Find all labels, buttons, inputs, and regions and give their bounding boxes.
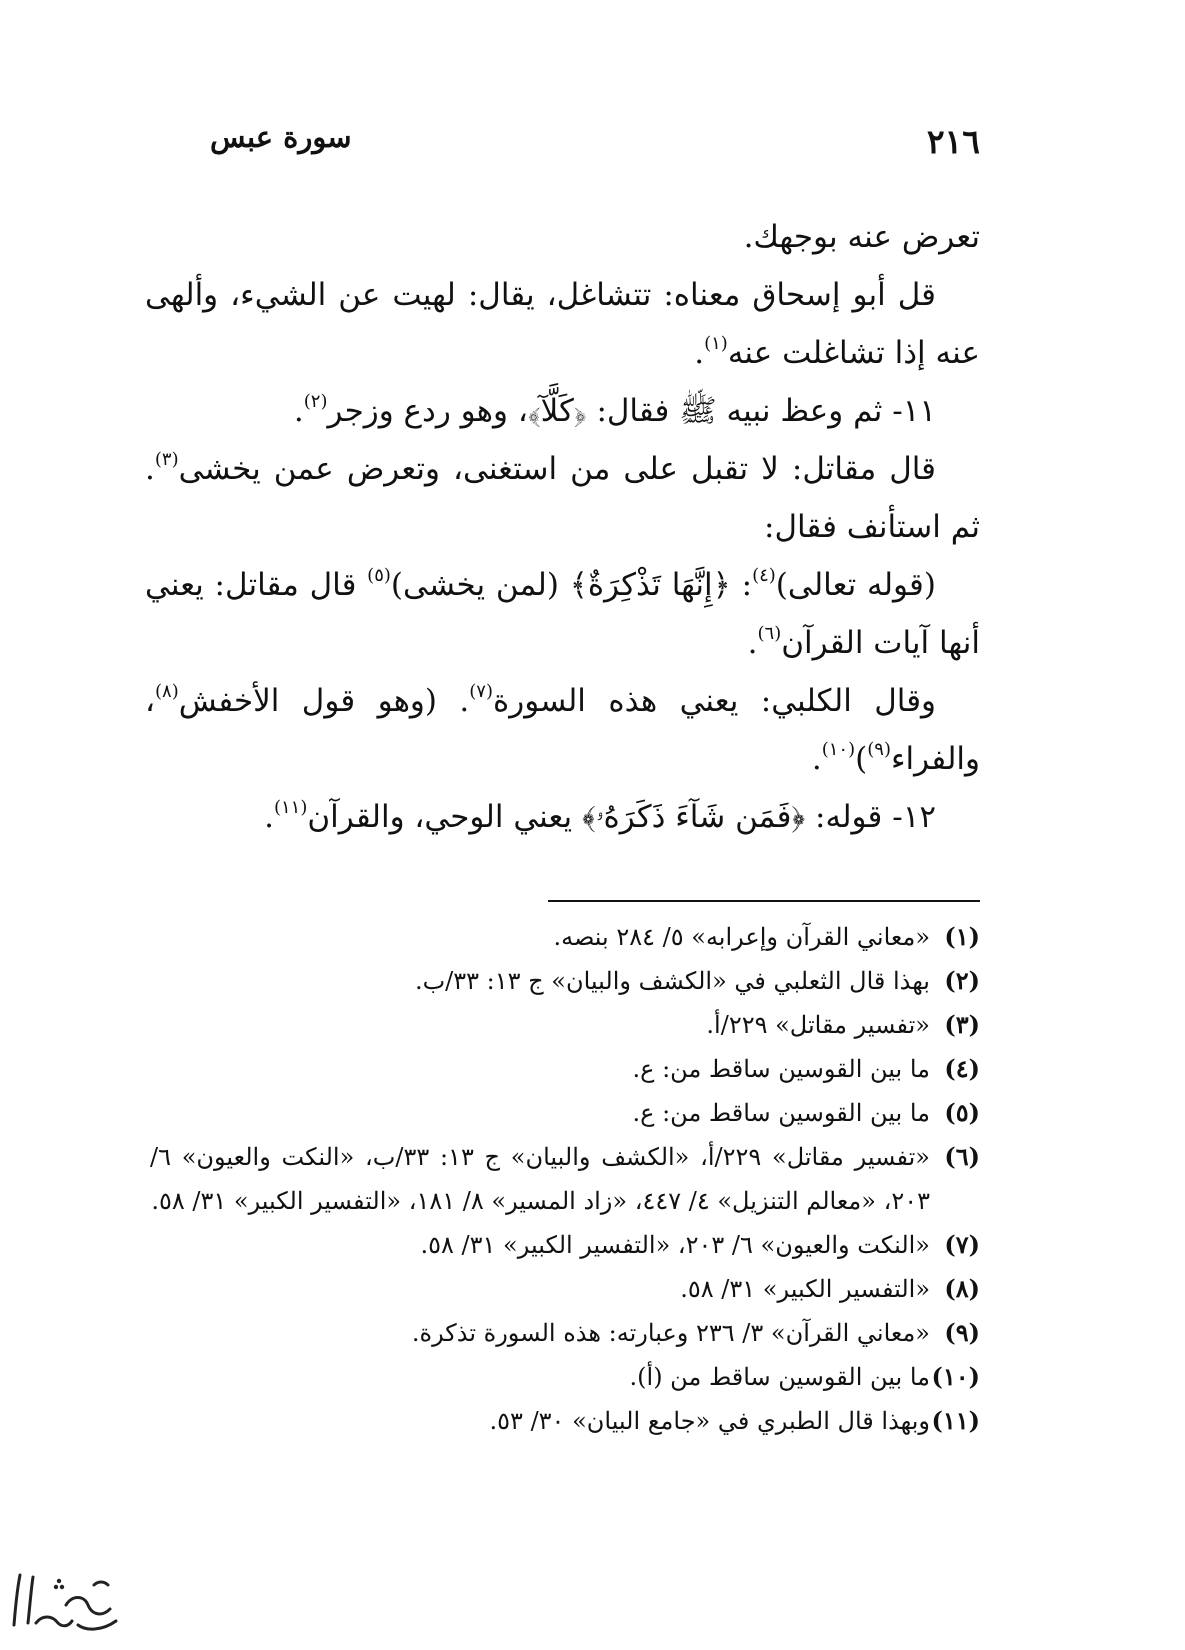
text: يعني الوحي، والقرآن [307,799,582,835]
text: : [730,567,753,603]
text: ١١- ثم وعظ نبيه ﷺ فقال: [586,393,936,429]
text: قال مقاتل: يعني أنها آيات القرآن [145,567,980,661]
quran-quote: ﴿كَلَّآ﴾ [527,393,587,429]
footnote-ref[interactable]: (٨) [155,681,179,702]
footnote-ref[interactable]: (٩) [867,739,891,760]
footnote [150,959,980,1003]
page-number: ٢١٦ [926,122,980,161]
text: ، والفراء [145,683,980,777]
footnote [150,915,980,959]
text: تعرض عنه بوجهك. [743,219,980,255]
footnote-text: ما بين القوسين ساقط من: ع. [632,1055,930,1083]
footnote [150,1047,980,1091]
footnote-text: «النكت والعيون» ٦/ ٢٠٣، «التفسير الكبير» ٣١/ ٥٨. [420,1231,930,1259]
footnote [150,1399,980,1443]
text: (لمن يخشى) [390,567,570,603]
footnote-text: بهذا قال الثعلبي في «الكشف والبيان» ج ١٣: ٣٣/ب. [414,967,930,995]
footnote-ref[interactable]: (٥) [367,565,391,586]
footnote [150,1311,980,1355]
footnote-text: ما بين القوسين ساقط من: ع. [632,1099,930,1127]
footnote-number: (٩) [944,1318,980,1347]
footnote-text: «التفسير الكبير» ٣١/ ٥٨. [680,1275,930,1303]
footnote [150,1223,980,1267]
watermark-logo [6,1565,126,1640]
footnote-text: «معاني القرآن» ٣/ ٢٣٦ وعبارته: هذه السورة تذكرة. [411,1319,930,1347]
footnote-text: «معاني القرآن وإعرابه» ٥/ ٢٨٤ بنصه. [553,923,930,951]
footnote-ref[interactable]: (١٠) [821,739,856,760]
text: . (وهو قول الأخفش [178,683,470,719]
footnote-divider [548,900,980,902]
footnote-ref[interactable]: (١) [704,333,728,354]
footnote-ref[interactable]: (٣) [154,449,179,470]
footnote-number: (١٠) [931,1362,980,1391]
paragraph: (قوله تعالى)$^{(٤)}$: ﴿إِنَّهَا تَذْكِرَةٌ﴾ (لمن يخشى)$^{(٥)}$ قال مقاتل: يعني أنها آيات القرآن$^{(٦)}$. [145,565,980,661]
footnote-number: (٣) [944,1010,980,1039]
footnote-text: ما بين القوسين ساقط من (أ). [629,1363,930,1391]
footnote-number: (٤) [944,1054,980,1083]
paragraph: ١٢- قوله: ﴿فَمَن شَآءَ ذَكَرَهُۥ﴾ يعني الوحي، والقرآن$^{(١١)}$. [264,797,936,835]
footnote-number: (٦) [944,1142,980,1171]
footnote-text: «تفسير مقاتل» ٢٢٩/أ، «الكشف والبيان» ج ١٣: ٣٣/ب، «النكت والعيون» ٦/ ٢٠٣، «معالم التنزيل» ٤/ ٤٤٧، «زاد المسير» ٨/ ١٨١، «التفسير الكبير» ٣١/ ٥٨. [150,1143,930,1215]
text: وقال الكلبي: يعني هذه السورة [492,683,936,719]
paragraph [145,208,980,266]
footnote-number: (١) [944,922,980,951]
footnotes [150,915,980,1443]
footnote-number: (٧) [944,1230,980,1259]
footnote-ref[interactable]: (٢) [303,391,328,412]
quran-quote: ﴿إِنَّهَا تَذْكِرَةٌ﴾ [569,567,731,603]
footnote-number: (١١) [931,1406,980,1435]
footnote-text: «تفسير مقاتل» ٢٢٩/أ. [706,1011,930,1039]
footnote [150,1003,980,1047]
page-header [0,112,1185,162]
text: (قوله تعالى) [775,567,936,603]
footnote-ref[interactable]: (١١) [273,797,308,818]
footnote-text: وبهذا قال الطبري في «جامع البيان» ٣٠/ ٥٣. [489,1407,930,1435]
footnote-ref[interactable]: (٦) [757,623,782,644]
footnote-number: (٥) [944,1098,980,1127]
footnote-ref[interactable]: (٤) [752,565,776,586]
footnote [150,1135,980,1223]
footnote [150,1267,980,1311]
paragraph: وقال الكلبي: يعني هذه السورة$^{(٧)}$. (وهو قول الأخفش$^{(٨)}$، والفراء$^{(٩)}$)$^{(١٠)}$. [145,681,980,777]
text: قال مقاتل: لا تقبل على من استغنى، وتعرض عمن يخشى [178,451,936,487]
text: ) [855,741,868,777]
footnote-number: (٨) [944,1274,980,1303]
paragraph [145,440,980,556]
text: ، وهو ردع وزجر [327,393,528,429]
main-text [145,208,980,846]
footnote-ref[interactable]: (٧) [469,681,493,702]
text: قل أبو إسحاق معناه: تتشاغل، يقال: لهيت عن الشيء، وألهى عنه إذا تشاغلت عنه [145,277,980,371]
footnote [150,1091,980,1135]
footnote [150,1355,980,1399]
paragraph: قل أبو إسحاق معناه: تتشاغل، يقال: لهيت عن الشيء، وألهى عنه إذا تشاغلت عنه$^{(١)}$. [145,277,980,371]
text: ١٢- قوله: [805,799,936,835]
paragraph: ١١- ثم وعظ نبيه ﷺ فقال: ﴿كَلَّآ﴾، وهو ردع وزجر$^{(٢)}$. [293,391,936,429]
quran-quote: ﴿فَمَن شَآءَ ذَكَرَهُۥ﴾ [581,799,806,835]
footnote-number: (٢) [944,966,980,995]
text: . ثم استأنف فقال: [145,451,980,545]
running-title: سورة عبس [210,120,352,154]
